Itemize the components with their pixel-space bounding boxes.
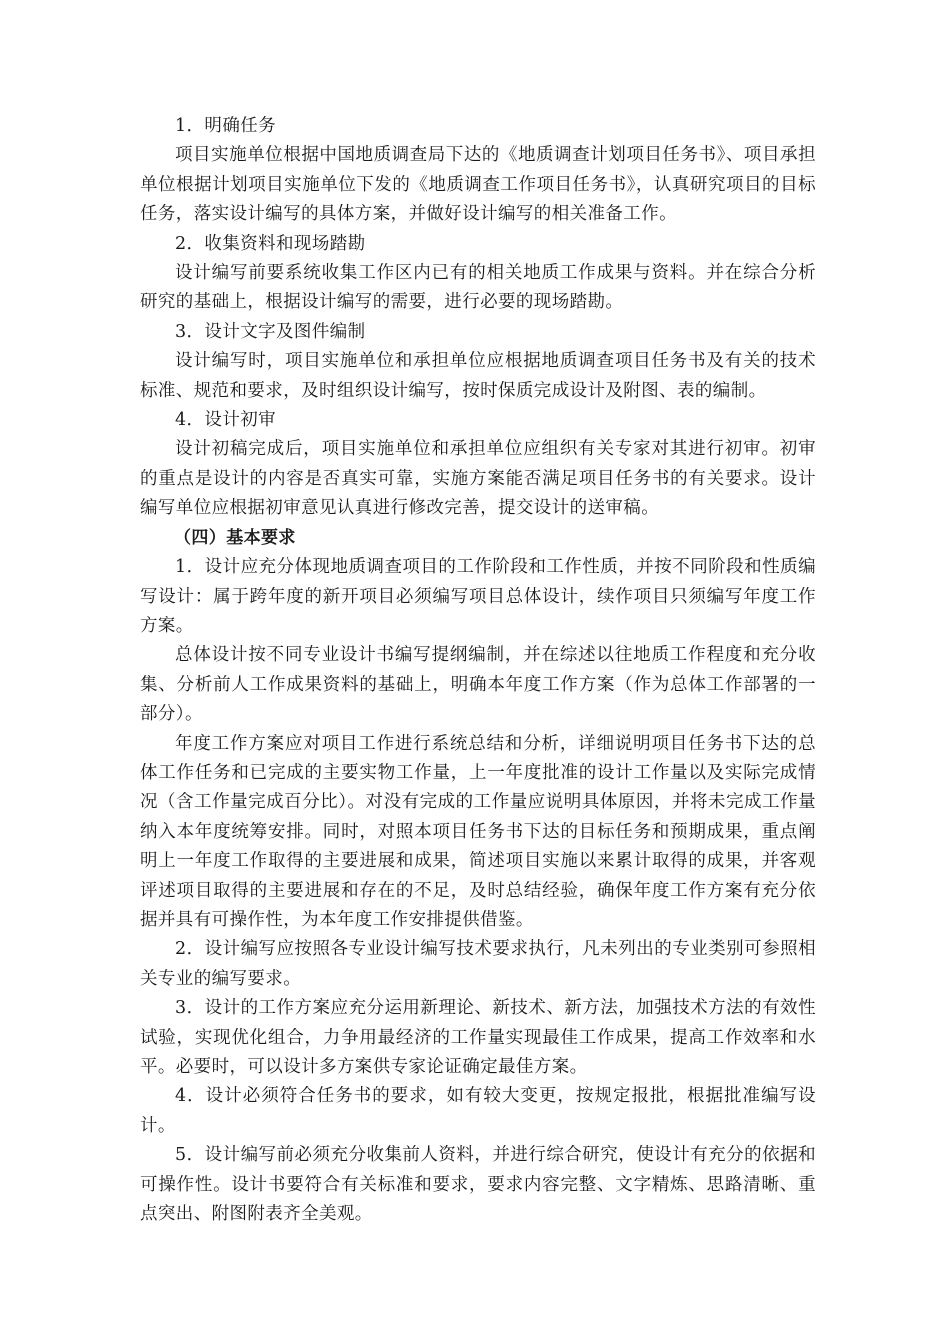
body-paragraph: 项目实施单位根据中国地质调查局下达的《地质调查计划项目任务书》、项目承担单位根据计划项目实施单位下发的《地质调查工作项目任务书》，认真研究项目的目标任务，落实设计编写的具体方案，并做好设计编写的相关准备工作。: [140, 145, 816, 225]
item-heading-1: 1．明确任务: [175, 116, 277, 136]
section-heading: （四）基本要求: [174, 527, 296, 548]
item-heading-2: 2．收集资料和现场踏勘: [175, 233, 366, 254]
document-page: [140, 112, 816, 1229]
body-paragraph: 年度工作方案应对项目工作进行系统总结和分析，详细说明项目任务书下达的总体工作任务和已完成的主要实物工作量，上一年度批准的设计工作量以及实际完成情况（含工作量完成百分比）。对没有完成的工作量应说明具体原因，并将未完成工作量纳入本年度统筹安排。同时，对照本项目任务书下达的目标任务和预期成果，重点阐明上一年度工作取得的主要进展和成果，简述项目实施以来累计取得的成果，并客观评述项目取得的主要进展和存在的不足，及时总结经验，确保年度工作方案有充分依据并具有可操作性，为本年度工作安排提供借鉴。: [140, 733, 816, 930]
requirement-item-3: 3．设计的工作方案应充分运用新理论、新技术、新方法，加强技术方法的有效性试验，实现优化组合，力争用最经济的工作量实现最佳工作成果，提高工作效率和水平。必要时，可以设计多方案供专家论证确定最佳方案。: [140, 998, 816, 1077]
body-paragraph: 设计初稿完成后，项目实施单位和承担单位应组织有关专家对其进行初审。初审的重点是设计的内容是否真实可靠，实施方案能否满足项目任务书的有关要求。设计编写单位应根据初审意见认真进行修改完善，提交设计的送审稿。: [140, 439, 816, 519]
requirement-item-2: 2．设计编写应按照各专业设计编写技术要求执行，凡未列出的专业类别可参照相关专业的编写要求。: [140, 939, 816, 989]
body-paragraph: 设计编写前要系统收集工作区内已有的相关地质工作成果与资料。并在综合分析研究的基础上，根据设计编写的需要，进行必要的现场踏勘。: [140, 263, 816, 313]
body-paragraph: 设计编写时，项目实施单位和承担单位应根据地质调查项目任务书及有关的技术标准、规范和要求，及时组织设计编写，按时保质完成设计及附图、表的编制。: [140, 351, 816, 401]
item-heading-4: 4．设计初审: [175, 410, 277, 431]
requirement-item-5: 5．设计编写前必须充分收集前人资料，并进行综合研究，使设计有充分的依据和可操作性。设计书要符合有关标准和要求，要求内容完整、文字精炼、思路清晰、重点突出、附图附表齐全美观。: [140, 1145, 816, 1225]
requirement-item-4: 4．设计必须符合任务书的要求，如有较大变更，按规定报批，根据批准编写设计。: [140, 1086, 816, 1136]
requirement-item-1: 1．设计应充分体现地质调查项目的工作阶段和工作性质，并按不同阶段和性质编写设计：属于跨年度的新开项目必须编写项目总体设计，续作项目只须编写年度工作方案。: [140, 557, 816, 636]
item-heading-3: 3．设计文字及图件编制: [175, 321, 366, 342]
body-paragraph: 总体设计按不同专业设计书编写提纲编制，并在综述以往地质工作程度和充分收集、分析前人工作成果资料的基础上，明确本年度工作方案（作为总体工作部署的一部分）。: [140, 645, 816, 725]
